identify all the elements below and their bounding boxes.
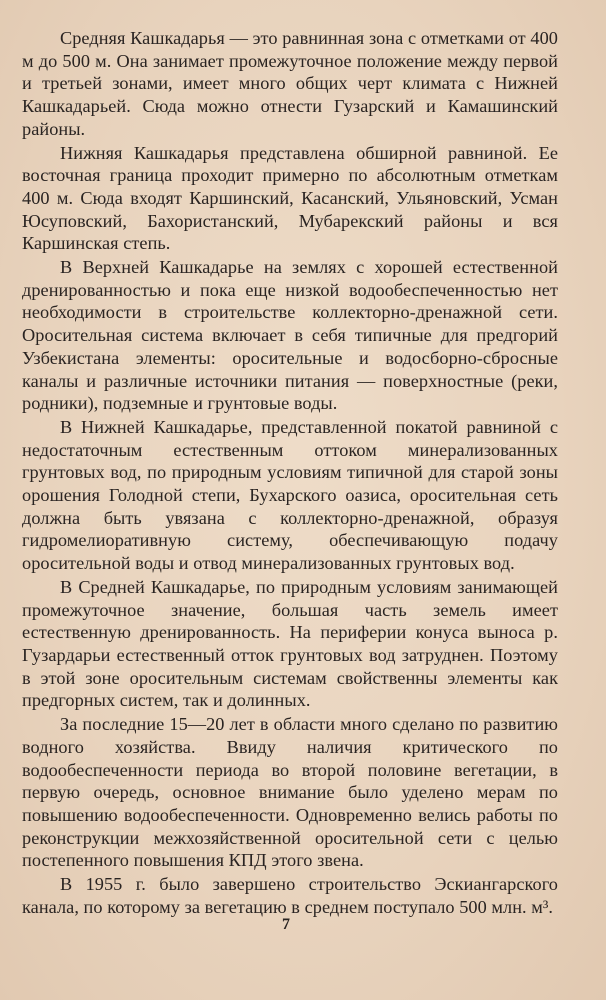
paragraph-nizhnyaya-kashkadarya: Нижняя Кашкадарья представлена обширной равниной. Ее восточная граница проходит примерно по абсолютным отметкам 400 м. Сюда входят Каршинский, Касанский, Ульяновский, Усман Юсуповский, Бахористанский, Мубарекский районы и вся Каршинская степь. — [22, 142, 558, 254]
page-number: 7 — [282, 916, 290, 933]
paragraph-srednyaya-drainage: В Средней Кашкадарье, по природным условиям занимающей промежуточное значение, большая часть земель имеет естественную дренированность. На периферии конуса выноса р. Гузардарьи естественный отток грунтовых вод затруднен. Поэтому в этой зоне оросительным системам свойственны элементы как предгорных систем, так и долинных. — [22, 576, 558, 711]
paragraph-water-management: За последние 15—20 лет в области много сделано по развитию водного хозяйства. Ввиду наличия критического по водообеспеченности периода во второй половине вегетации, в первую очередь, основное внимание было уделено мерам по повышению водообеспеченности. Одновременно велись работы по реконструкции межхозяйственной оросительной сети с целью постепенного повышения КПД этого звена. — [22, 714, 558, 871]
paragraph-srednyaya-kashkadarya: Средняя Кашкадарья — это равнинная зона с отметками от 400 м до 500 м. Она занимает промежуточное положение между первой и третьей зонами, имеет много общих черт климата с Нижней Кашкадарьей. Сюда можно отнести Гузарский и Камашинский районы. — [22, 28, 558, 139]
body-text — [22, 27, 558, 919]
paragraph-nizhnyaya-drainage: В Нижней Кашкадарье, представленной покатой равниной с недостаточным естественным оттоком минерализованных грунтовых вод, по природным условиям типичной для старой зоны орошения Голодной степи, Бухарского оазиса, оросительная сеть должна быть увязана с коллекторно-дренажной, образуя гидромелиоративную систему, обеспечивающую подачу оросительной воды и отвод минерализованных грунтовых вод. — [22, 416, 558, 574]
paragraph-eskiangar-canal: В 1955 г. было завершено строительство Эскиангарского канала, по которому за вегетацию в среднем поступало 500 млн. м³. — [22, 874, 558, 917]
paragraph-verkhnyaya-drainage: В Верхней Кашкадарье на землях с хорошей естественной дренированностью и пока еще низкой водообеспеченностью нет необходимости в строительстве коллекторно-дренажной сети. Оросительная система включает в себя типичные для предгорий Узбекистана элементы: оросительные и водосборно-сбросные каналы и различные источники питания — поверхностные (реки, родники), подземные и грунтовые воды. — [22, 257, 558, 414]
